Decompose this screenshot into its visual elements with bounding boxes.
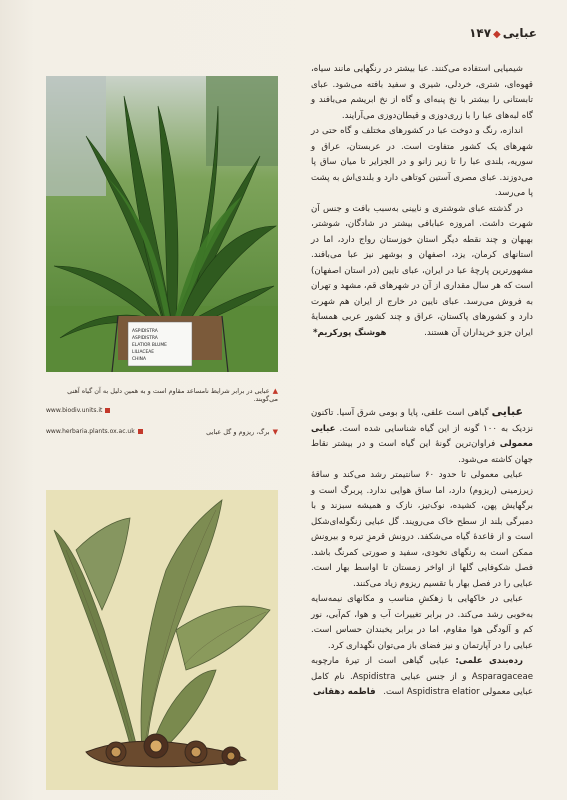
- photo-credit: [46, 407, 110, 414]
- article-top-paragraph-3-text: در گذشته عبای شوشتری و نایینی به‌سبب بافت و جنس آن شهرت داشت. امروزه عبابافی بیشتر در شادگان، شوشتر، بهبهان و چند نقطه دیگر استان خوزستان رواج دارد، اما در استانهای کرمان، یزد، اصفهان و بوشهر نیز عبا می‌بافند. مشهورترین پارچهٔ عبا در ایران، عبای نایین (در استان اصفهان) است که هر سال مقداری از آن در شهرهای قم، مشهد و تهران به فروش می‌رسد. عبای نایین در خارج از ایران هم شهرت دارد و کشورهای پاکستان، عراق و چند کشور عربی همسایهٔ ایران جزو خریداران آن هستند.: [311, 203, 533, 338]
- classification-paragraph: [311, 654, 533, 701]
- article-top-paragraph-1: شیمیایی استفاده می‌کنند. عبا بیشتر در رنگهایی مانند سیاه، قهوه‌ای، شتری، خردلی، شیری و سفید بافته می‌شود. عبای تابستانی را بیشتر با نخ پنبه‌ای و گاه از نخ ابریشم می‌بافند و گاه لبه‌های عبا را با زری‌دوزی و قیطان‌دوزی می‌آرایند.: [311, 64, 533, 121]
- running-title: [469, 26, 537, 40]
- genus-latin: Aspidistra: [352, 671, 396, 682]
- square-icon: [105, 408, 110, 413]
- author-signature-top: هوشنگ پورکریم*: [313, 327, 387, 338]
- intro-rest: فراوان‌ترین گونهٔ این گیاه است و در بیشتر نقاط جهان کاشته می‌شود.: [311, 439, 533, 465]
- author-signature-bottom: فاطمه دهقانی: [313, 687, 376, 697]
- diamond-icon: ◆: [493, 29, 501, 40]
- headword: عبایی: [491, 405, 523, 418]
- drawing-caption: [150, 428, 278, 436]
- plant-label-line-5: CHINA: [132, 357, 146, 362]
- botanical-drawing: [46, 490, 278, 790]
- plant-photo: [46, 76, 278, 372]
- article-bottom-paragraph-2: عبایی در خاکهایی با زهکشِ مناسب و مکانهای نیمه‌سایه به‌خوبی رشد می‌کند. در برابر تغییرات آب و هوا، کم‌آبی، نور کم و آلودگی هوا مقاوم، اما در برابر یخبندان حساس است. عبایی را در آپارتمان و نیز فضای باز می‌توان نگهداری کرد.: [311, 594, 533, 651]
- article-top-paragraph-3: [311, 202, 533, 342]
- plant-photo-illustration: [46, 76, 278, 372]
- intro-bold-term: عبایی معمولی: [311, 423, 533, 449]
- family-latin: Asparagaceae: [471, 671, 534, 682]
- article-bottom-paragraph-1: عبایی معمولی تا حدود ۶۰ سانتیمتر رشد می‌کند و ساقهٔ زیرزمینی (ریزوم) دارد، اما ساق هوایی ندارد. پربرگ است و برگهایش پهن، کشیده، نوک‌تیز، نازک و همیشه سبزند و با دمبرگی بلند از سطح خاک می‌رویند. گل عبایی زنگوله‌ای‌شکل است و از قاعدهٔ گیاه می‌شکفد. درونش قرمزِ تیره و بیرونش ممکن است به رنگهای نخودی، سفید و صورتی کمرنگ باشد. فصل شکوفایی گلها از اواخر زمستان تا اواسط بهار است. عبایی را در فصل بهار با تقسیم ریزوم زیاد می‌کنند.: [311, 470, 533, 589]
- article-top: [311, 62, 533, 341]
- fullname-end: است.: [383, 687, 405, 697]
- article-bottom: [311, 404, 533, 701]
- species-latin: Aspidistra elatior: [406, 687, 480, 697]
- drawing-credit-text: www.herbaria.plants.ox.ac.uk: [46, 428, 135, 435]
- photo-credit-text: www.biodiv.units.it: [46, 407, 103, 414]
- photo-caption-text: عبایی در برابر شرایط نامساعد مقاوم است و به همین دلیل به آن گیاه آهنی می‌گویند.: [67, 387, 278, 403]
- classification-label: رده‌بندی علمی:: [455, 656, 523, 666]
- fullname-text: . نام کامل عبایی معمولی: [311, 671, 533, 697]
- article-top-paragraph-2: اندازه، رنگ و دوخت عبا در کشورهای مختلف و گاه حتی در شهرهای یک کشور متفاوت است. در عربستان، عراق و سوریه، بلندی عبا را تا زیر زانو و در الجزایر تا میان ساق پا می‌دوزند. عبای مصری آستین کوتاهی دارد و بلندی‌اش به پشت پا می‌رسد.: [311, 126, 533, 198]
- botanical-drawing-illustration: [46, 490, 278, 790]
- drawing-caption-text: برگ، ریزوم و گل عبایی: [206, 428, 270, 436]
- running-title-text: عبایی: [502, 26, 537, 40]
- plant-label-line-1: ASPIDISTRA: [132, 329, 158, 334]
- article-bottom-intro: [311, 404, 533, 468]
- plant-label-line-3: ELATIOR BLUME: [132, 343, 167, 348]
- triangle-icon: ▲: [272, 387, 278, 395]
- drawing-credit: [46, 428, 143, 435]
- square-icon: [138, 429, 143, 434]
- triangle-down-icon: ▼: [272, 428, 278, 436]
- plant-label-line-2: ASPIDISTRA: [132, 336, 158, 341]
- intro-text: گیاهی است علفی، پایا و بومی شرق آسیا. تاکنون نزدیک به ۱۰۰ گونه از این گیاه شناسایی شده است.: [311, 408, 533, 434]
- page-header: [40, 26, 537, 46]
- page-number: ۱۴۷: [469, 26, 492, 40]
- classification-text: عبایی گیاهی است از تیرهٔ مارچوبه: [311, 656, 450, 666]
- genus-text: و از جنس عبایی: [400, 671, 467, 682]
- photo-caption: [46, 387, 278, 403]
- plant-label-line-4: LILIACEAE: [132, 350, 155, 355]
